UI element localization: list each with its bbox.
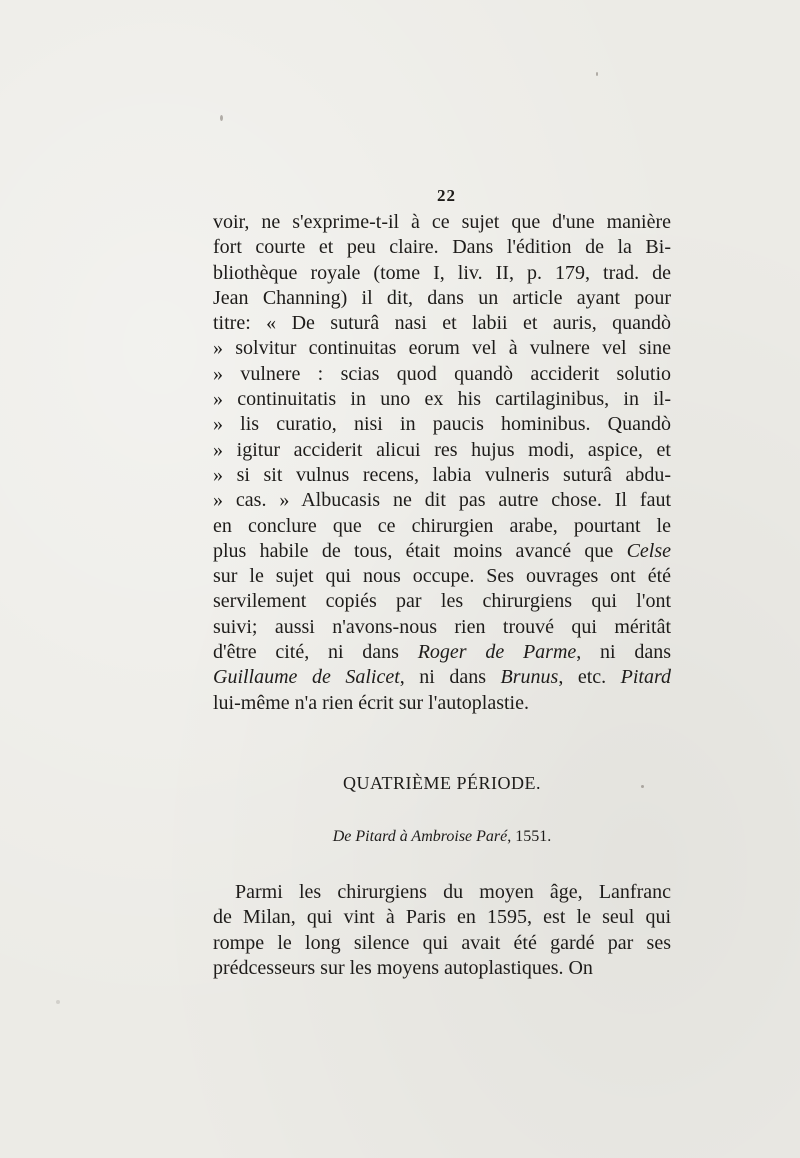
text-line: » lis curatio, nisi in paucis hominibus. Quandò bbox=[213, 413, 671, 436]
text-line: Parmi les chirurgiens du moyen âge, Lanfranc bbox=[235, 881, 671, 903]
paragraph-2 bbox=[213, 880, 671, 981]
text-line: suivi; aussi n'avons-nous rien trouvé qui méritât bbox=[213, 615, 671, 638]
paper-speck bbox=[56, 1000, 60, 1004]
text-line: de Milan, qui vint à Paris en 1595, est le seul qui bbox=[213, 906, 671, 929]
page-number: 22 bbox=[437, 186, 456, 205]
text-line: lui-même n'a rien écrit sur l'autoplastie. bbox=[213, 691, 529, 714]
section-subtitle-date: , 1551. bbox=[507, 828, 552, 845]
paragraph-1 bbox=[213, 210, 671, 716]
text-line: voir, ne s'exprime-t-il à ce sujet que d'une manière bbox=[213, 211, 671, 233]
text-line: » vulnere : scias quod quandò acciderit solutio bbox=[213, 362, 671, 385]
text-line: Jean Channing) il dit, dans un article ayant pour bbox=[213, 286, 671, 309]
text-line: rompe le long silence qui avait été gardé par ses bbox=[213, 931, 671, 954]
paper-speck bbox=[596, 72, 598, 76]
paper-speck bbox=[641, 785, 644, 788]
paper-speck bbox=[220, 115, 223, 121]
text-line: » cas. » Albucasis ne dit pas autre chose. Il faut bbox=[213, 489, 671, 512]
text-line: en conclure que ce chirurgien arabe, pourtant le bbox=[213, 514, 671, 537]
text-line: d'être cité, ni dans Roger de Parme, ni dans bbox=[213, 641, 672, 664]
text-line: titre: « De suturâ nasi et labii et auris, quandò bbox=[213, 312, 671, 335]
text-line: plus habile de tous, était moins avancé que Celse bbox=[213, 539, 671, 562]
text-line: bliothèque royale (tome I, liv. II, p. 179, trad. de bbox=[213, 261, 671, 284]
section-subtitle-italic: De Pitard à Ambroise Paré bbox=[332, 828, 508, 845]
text-line: » solvitur continuitas eorum vel à vulnere vel sine bbox=[213, 337, 671, 360]
text-line: Guillaume de Salicet, ni dans Brunus, etc. Pitard bbox=[213, 666, 672, 689]
text-line: » si sit vulnus recens, labia vulneris suturâ abdu- bbox=[213, 463, 671, 486]
text-line: fort courte et peu claire. Dans l'édition de la Bi- bbox=[213, 236, 671, 259]
text-line: sur le sujet qui nous occupe. Ses ouvrages ont été bbox=[213, 565, 671, 588]
section-subtitle bbox=[213, 828, 671, 846]
text-line: servilement copiés par les chirurgiens qui l'ont bbox=[213, 590, 671, 613]
text-line: » continuitatis in uno ex his cartilaginibus, in il- bbox=[213, 388, 671, 411]
section-heading: QUATRIÈME PÉRIODE. bbox=[343, 773, 541, 793]
text-line: » igitur acciderit alicui res hujus modi, aspice, et bbox=[213, 438, 671, 461]
text-line: prédcesseurs sur les moyens autoplastiques. On bbox=[213, 956, 593, 979]
